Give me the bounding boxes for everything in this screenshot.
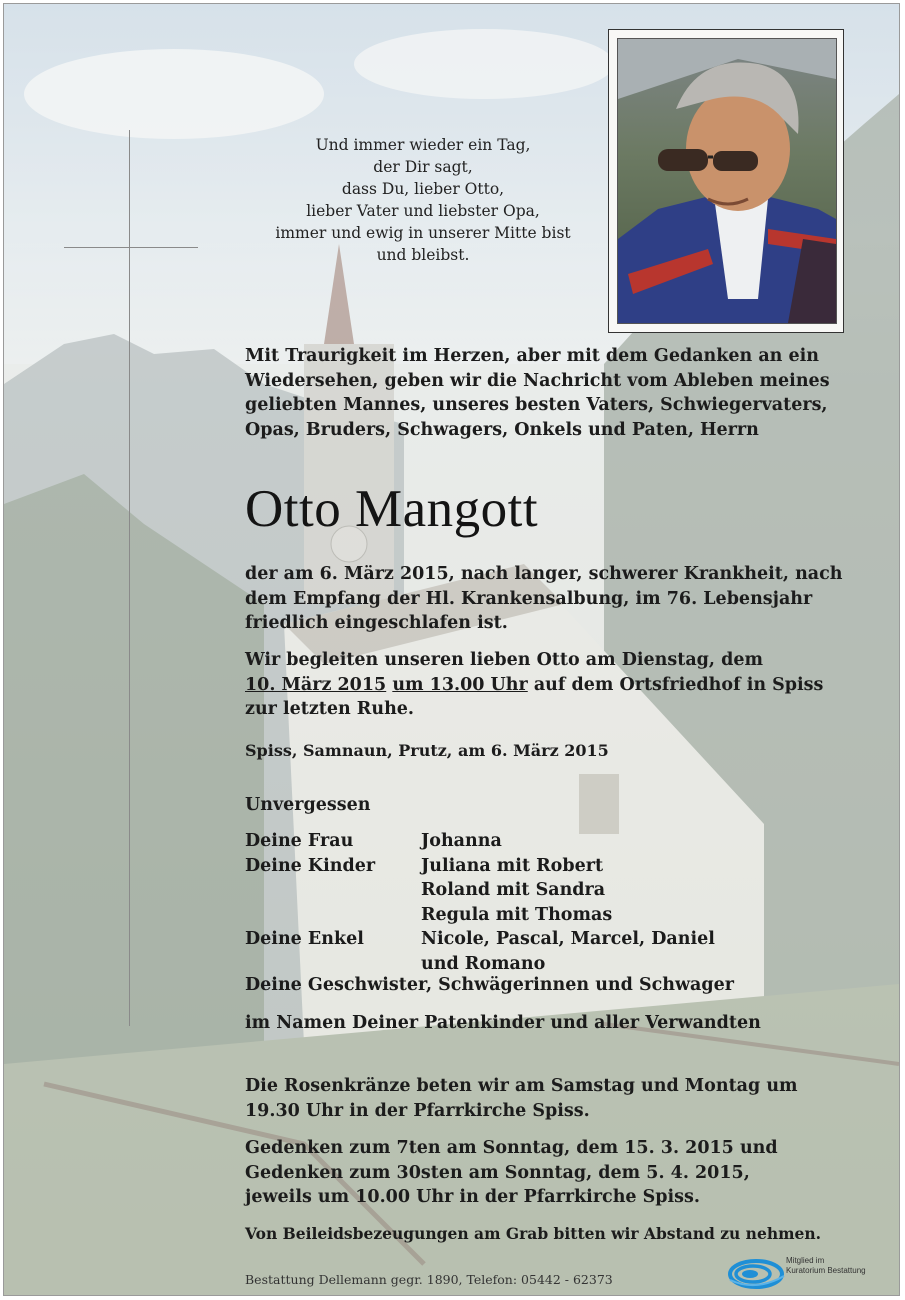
portrait-photo	[617, 38, 837, 324]
mourner-row	[245, 903, 715, 928]
logo-text	[786, 1256, 866, 1275]
mourner-row	[245, 854, 715, 879]
poem-line: der Dir sagt,	[373, 158, 473, 176]
rosary-notice	[245, 1074, 798, 1123]
funeral-line	[245, 673, 823, 698]
mourner-row	[245, 952, 715, 977]
mourner-role: Deine Kinder	[245, 855, 376, 876]
funeral-line: zur letzten Ruhe.	[245, 699, 415, 719]
rosary-line: Die Rosenkränze beten wir am Samstag und Montag um	[245, 1076, 798, 1096]
unforgotten-heading: Unvergessen	[245, 795, 371, 815]
memorial-services	[245, 1136, 778, 1210]
siblings-line: Deine Geschwister, Schwägerinnen und Schwager	[245, 975, 734, 995]
funeral-notice	[245, 648, 823, 722]
rosary-line: 19.30 Uhr in der Pfarrkirche Spiss.	[245, 1100, 590, 1121]
poem-line: Und immer wieder ein Tag,	[315, 136, 531, 154]
mourner-role-blank	[245, 878, 421, 903]
funeral-home-footer: Bestattung Dellemann gegr. 1890, Telefon: 05442 - 62373	[245, 1272, 613, 1287]
intro-line: Opas, Bruders, Schwagers, Onkels und Paten, Herrn	[245, 419, 759, 440]
poem-line: und bleibst.	[376, 246, 470, 264]
funeral-location: auf dem Ortsfriedhof in Spiss	[533, 674, 824, 695]
deceased-name: Otto Mangott	[245, 480, 539, 538]
death-line: friedlich eingeschlafen ist.	[245, 613, 508, 633]
logo-line: Mitglied im	[786, 1256, 825, 1265]
intro-line: geliebten Mannes, unseres besten Vaters, Schwiegervaters,	[245, 395, 828, 415]
poem-line: immer und ewig in unserer Mitte bist	[275, 224, 571, 242]
intro-line: Mit Traurigkeit im Herzen, aber mit dem Gedanken an ein	[245, 346, 819, 366]
mourner-names: Regula mit Thomas	[421, 904, 613, 925]
cross-horizontal-bar	[64, 247, 198, 248]
death-line: dem Empfang der Hl. Krankensalbung, im 76. Lebensjahr	[245, 588, 813, 609]
death-notice	[245, 562, 843, 636]
funeral-time: um 13.00 Uhr	[392, 674, 528, 695]
poem-line: lieber Vater und liebster Opa,	[306, 202, 540, 220]
funeral-date: 10. März 2015	[245, 674, 387, 695]
condolence-note: Von Beileidsbezeugungen am Grab bitten wir Abstand zu nehmen.	[245, 1224, 822, 1243]
mourner-role: Deine Enkel	[245, 929, 364, 949]
mourner-row	[245, 927, 715, 952]
mourner-row	[245, 878, 715, 903]
memorial-line: jeweils um 10.00 Uhr in der Pfarrkirche Spiss.	[245, 1187, 700, 1207]
poem-line: dass Du, lieber Otto,	[341, 180, 505, 198]
mourner-names: Juliana mit Robert	[421, 855, 604, 876]
place-date: Spiss, Samnaun, Prutz, am 6. März 2015	[245, 741, 609, 760]
cross-vertical-bar	[129, 130, 130, 1026]
mourner-names: Johanna	[421, 831, 502, 851]
mourner-role-blank	[245, 952, 421, 977]
logo-line: Kuratorium Bestattung	[786, 1265, 866, 1275]
mourner-role: Deine Frau	[245, 831, 354, 851]
mourners-list	[245, 829, 715, 976]
memorial-line: Gedenken zum 7ten am Sonntag, dem 15. 3. 2015 und	[245, 1138, 778, 1158]
portrait-frame	[608, 29, 844, 333]
swirl-logo-icon	[726, 1252, 788, 1292]
obituary-page	[3, 3, 900, 1296]
intro-line: Wiedersehen, geben wir die Nachricht vom Ableben meines	[245, 370, 830, 391]
death-line: der am 6. März 2015, nach langer, schwerer Krankheit, nach	[245, 564, 843, 584]
kuratorium-logo	[726, 1252, 866, 1292]
memorial-poem	[249, 134, 597, 266]
mourner-names: Nicole, Pascal, Marcel, Daniel	[421, 929, 715, 949]
memorial-line: Gedenken zum 30sten am Sonntag, dem 5. 4. 2015,	[245, 1162, 750, 1183]
mourner-row	[245, 829, 715, 854]
mourner-names: Roland mit Sandra	[421, 880, 606, 900]
intro-text	[245, 344, 830, 442]
mourner-names: und Romano	[421, 953, 546, 974]
mourner-role-blank	[245, 903, 421, 928]
godchildren-line: im Namen Deiner Patenkinder und aller Verwandten	[245, 1013, 761, 1033]
funeral-line: Wir begleiten unseren lieben Otto am Dienstag, dem	[245, 650, 763, 670]
